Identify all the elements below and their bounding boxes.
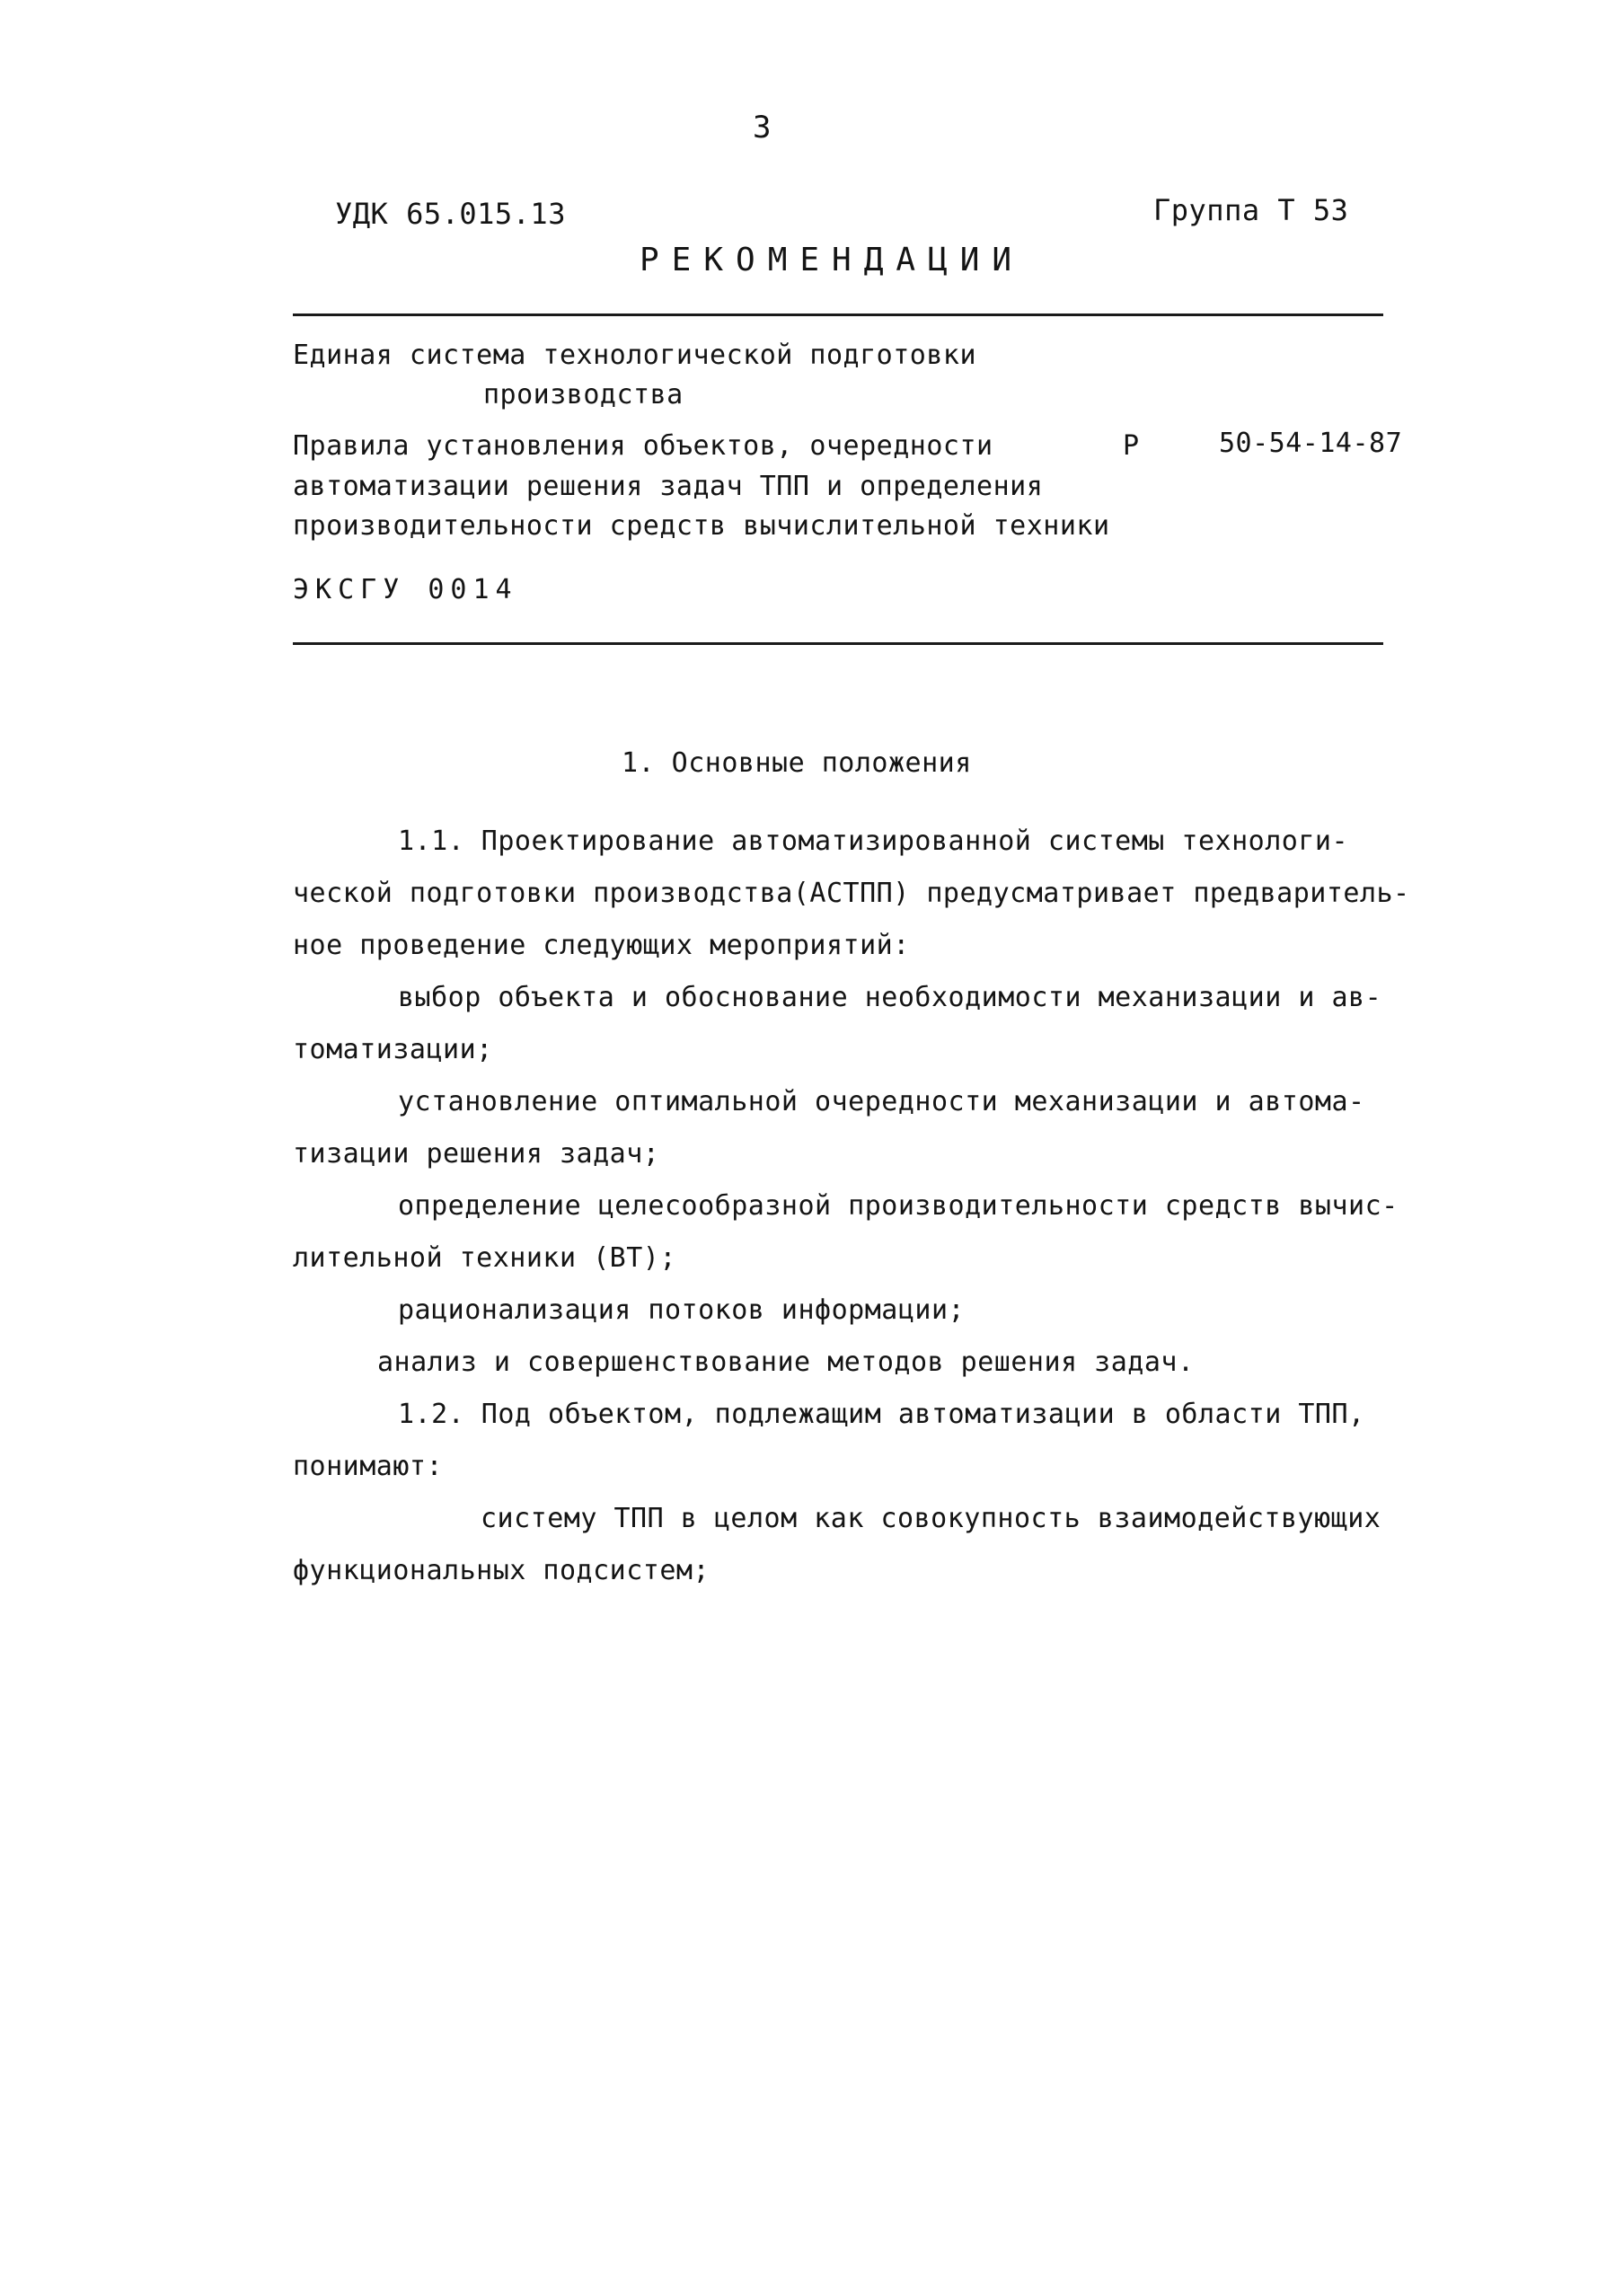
- document-type-heading: РЕКОМЕНДАЦИИ: [640, 242, 1025, 278]
- body-line: функциональных подсистем;: [293, 1555, 710, 1586]
- group-code: Группа Т 53: [1153, 193, 1349, 227]
- document-title-line-2: автоматизации решения задач ТПП и определения: [293, 471, 1044, 502]
- body-line: ное проведение следующих мероприятий:: [293, 930, 910, 961]
- body-line: ческой подготовки производства(АСТПП) предусматривает предваритель-: [293, 878, 1410, 909]
- body-line: анализ и совершенствование методов решения задач.: [377, 1347, 1195, 1378]
- bottom-divider: [293, 642, 1383, 645]
- body-line: 1.2. Под объектом, подлежащим автоматизации в области ТПП,: [398, 1399, 1365, 1430]
- document-title-line-3: производительности средств вычислительной техники: [293, 510, 1110, 542]
- body-line: систему ТПП в целом как совокупность взаимодействующих: [481, 1503, 1381, 1534]
- system-title-line-2: производства: [483, 379, 684, 411]
- body-line: выбор объекта и обоснование необходимости механизации и ав-: [398, 982, 1382, 1013]
- document-title-line-1: Правила установления объектов, очередности: [293, 430, 993, 462]
- eksgu-code: ЭКСГУ 0014: [293, 574, 518, 605]
- top-divider: [293, 313, 1383, 316]
- designation-number: 50-54-14-87: [1219, 428, 1403, 459]
- udk-code: УДК 65.015.13: [335, 197, 566, 231]
- section-heading: 1. Основные положения: [622, 747, 972, 779]
- body-line: понимают:: [293, 1451, 444, 1482]
- body-line: тизации решения задач;: [293, 1138, 660, 1170]
- body-line: установление оптимальной очередности механизации и автома-: [398, 1086, 1365, 1117]
- body-line: определение целесообразной производительности средств вычис-: [398, 1190, 1399, 1222]
- body-line: лительной техники (ВТ);: [293, 1242, 676, 1274]
- system-title-line-1: Единая система технологической подготовки: [293, 340, 977, 371]
- body-line: рационализация потоков информации;: [398, 1294, 966, 1326]
- body-line: томатизации;: [293, 1034, 493, 1065]
- page-number: 3: [753, 110, 772, 146]
- body-line: 1.1. Проектирование автоматизированной системы технологи-: [398, 826, 1349, 857]
- designation-letter: Р: [1123, 430, 1140, 462]
